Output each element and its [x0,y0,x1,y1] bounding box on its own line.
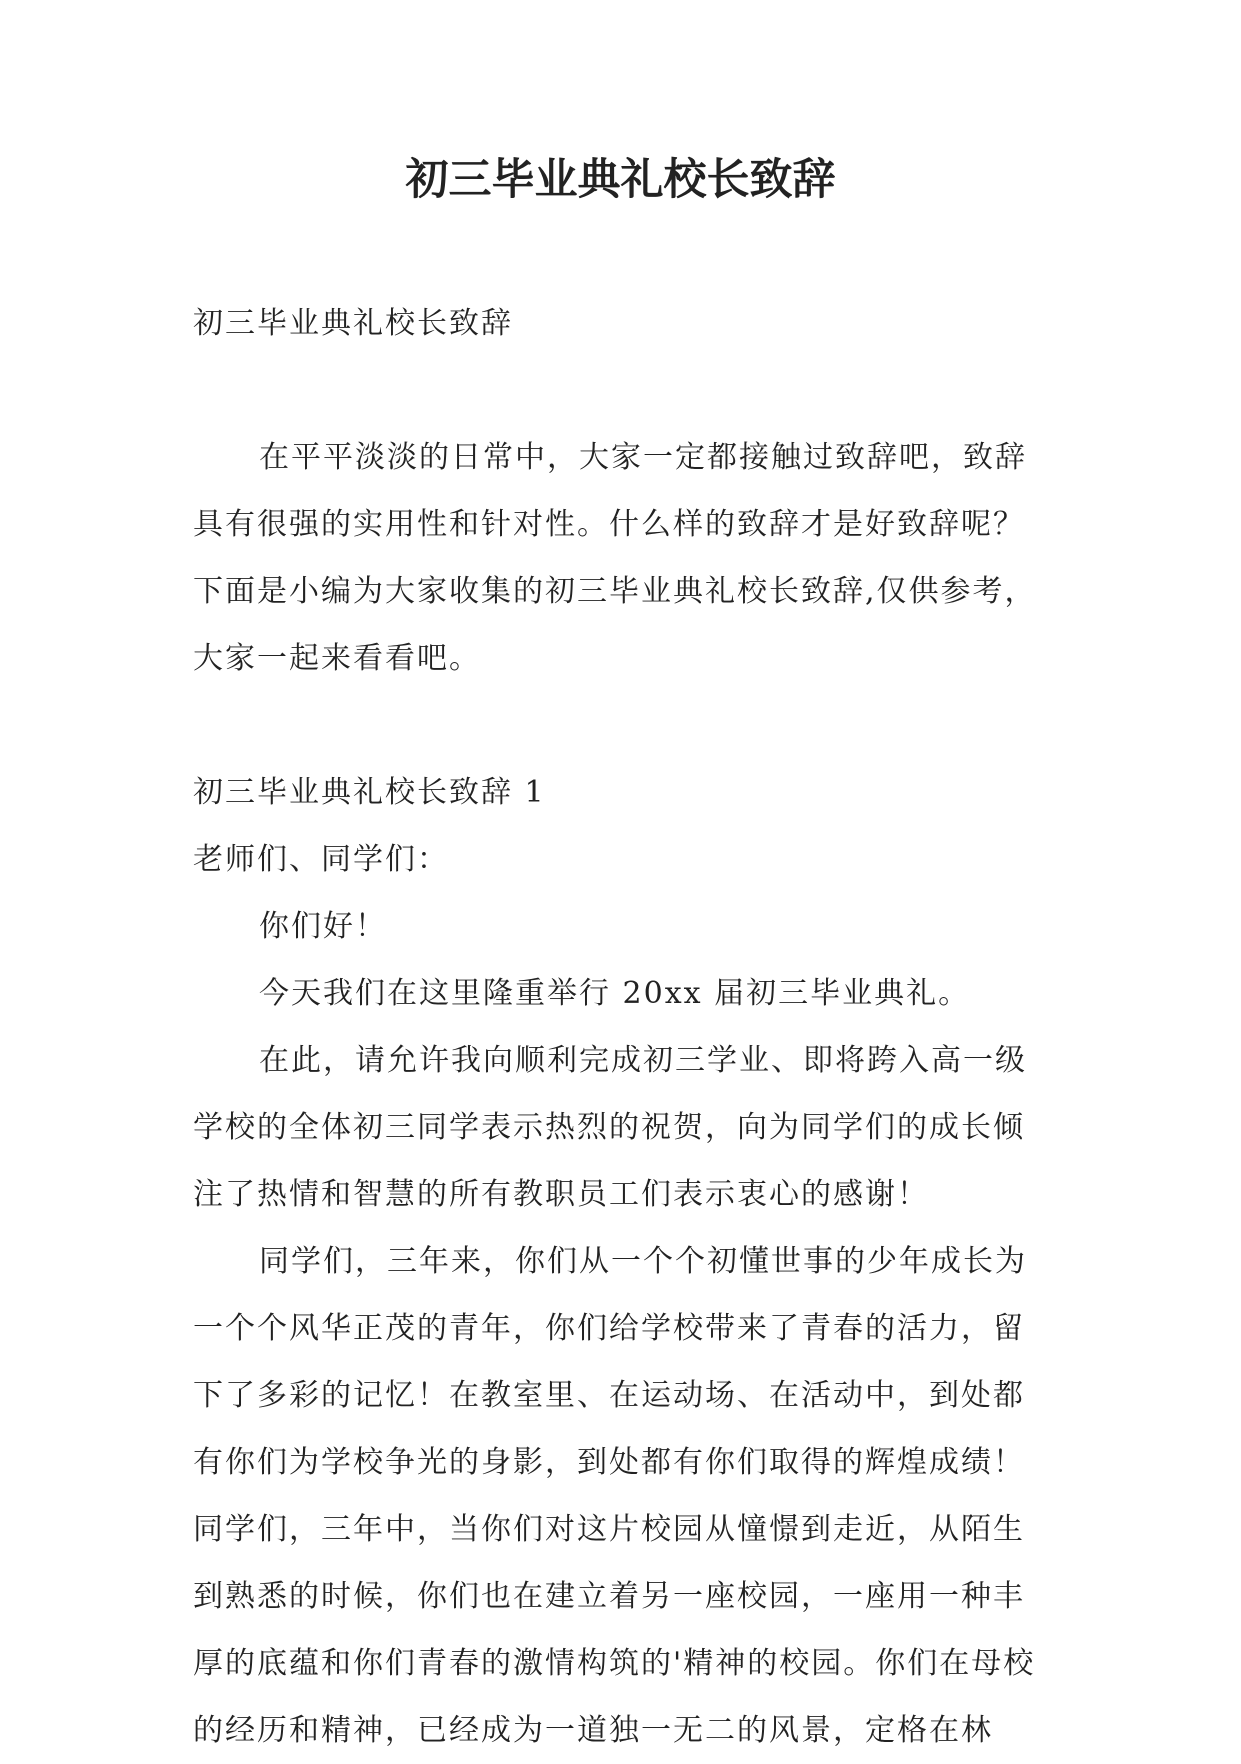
paragraph-gap [193,357,1051,424]
intro-paragraph: 在平平淡淡的日常中，大家一定都接触过致辞吧，致辞具有很强的实用性和针对性。什么样的致辞才是好致辞呢？下面是小编为大家收集的初三毕业典礼校长致辞,仅供参考，大家一起来看看吧。 [193,440,1037,676]
paragraph-gap [193,692,1051,759]
section-heading: 初三毕业典礼校长致辞 1 [193,775,546,810]
document-body [193,290,1051,1764]
paragraph: 在此，请允许我向顺利完成初三学业、即将跨入高一级学校的全体初三同学表示热烈的祝贺，向为同学们的成长倾注了热情和智慧的所有教职员工们表示衷心的感谢！ [193,1043,1027,1212]
salutation: 老师们、同学们： [193,842,449,877]
greeting: 你们好！ [259,909,387,944]
paragraph: 同学们，三年来，你们从一个个初懂世事的少年成长为一个个风华正茂的青年，你们给学校带来了青春的活力，留下了多彩的记忆！在教室里、在运动场、在活动中，到处都有你们为学校争光的身影，到处都有你们取得的辉煌成绩！同学们，三年中，当你们对这片校园从憧憬到走近，从陌生到熟悉的时候，你们也在建立着另一座校园，一座用一种丰厚的底蕴和你们青春的激情构筑的'精神的校园。你们在母校的经历和精神，已经成为一道独一无二的风景，定格在林 [193,1244,1036,1748]
paragraph: 今天我们在这里隆重举行 20xx 届初三毕业典礼。 [259,976,971,1011]
document-subtitle: 初三毕业典礼校长致辞 [193,306,513,341]
document-title: 初三毕业典礼校长致辞 [405,155,836,205]
